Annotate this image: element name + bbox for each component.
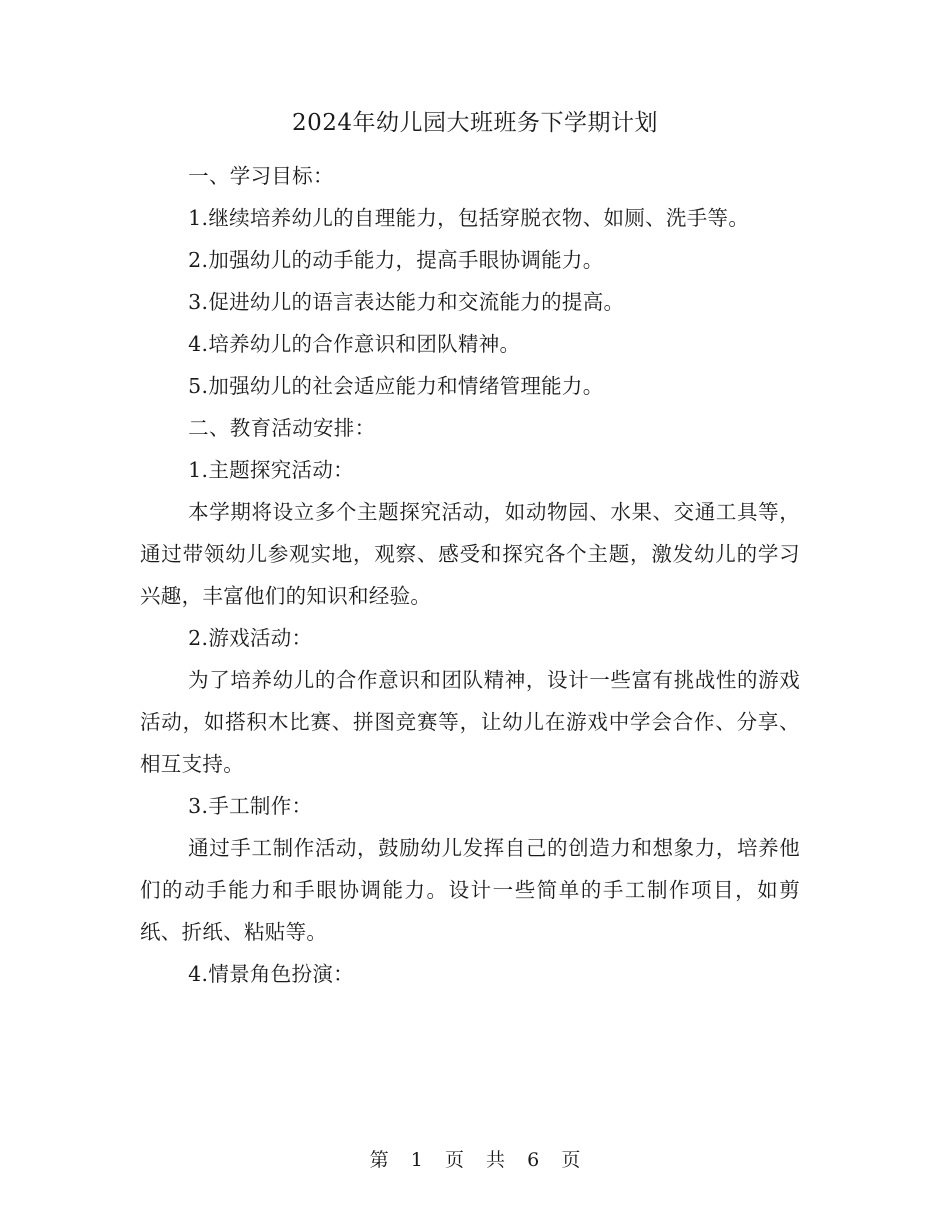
subsection-heading: 4.情景角色扮演： xyxy=(188,962,354,986)
list-item: 3.促进幼儿的语言表达能力和交流能力的提高。 xyxy=(188,290,625,314)
subsection-heading: 2.游戏活动： xyxy=(188,626,313,650)
document-title: 2024年幼儿园大班班务下学期计划 xyxy=(291,110,659,136)
list-item: 2.加强幼儿的动手能力，提高手眼协调能力。 xyxy=(188,248,604,272)
current-page-number: 1 xyxy=(410,1149,423,1171)
body-paragraph: 本学期将设立多个主题探究活动，如动物园、水果、交通工具等，通过带领幼儿参观实地，观察、感受和探究各个主题，激发幼儿的学习兴趣，丰富他们的知识和经验。 xyxy=(140,500,800,608)
body-paragraph: 通过手工制作活动，鼓励幼儿发挥自己的创造力和想象力，培养他们的动手能力和手眼协调能力。设计一些简单的手工制作项目，如剪纸、折纸、粘贴等。 xyxy=(140,836,800,944)
list-item: 4.培养幼儿的合作意识和团队精神。 xyxy=(188,332,521,356)
list-item: 5.加强幼儿的社会适应能力和情绪管理能力。 xyxy=(188,374,604,398)
body-paragraph: 为了培养幼儿的合作意识和团队精神，设计一些富有挑战性的游戏活动，如搭积木比赛、拼图竞赛等，让幼儿在游戏中学会合作、分享、相互支持。 xyxy=(140,668,800,776)
list-item: 1.继续培养幼儿的自理能力，包括穿脱衣物、如厕、洗手等。 xyxy=(188,206,750,230)
page-label-mid: 页 xyxy=(444,1149,464,1171)
subsection-heading: 3.手工制作： xyxy=(188,794,313,818)
subsection-heading: 1.主题探究活动： xyxy=(188,458,354,482)
total-label: 共 xyxy=(486,1149,506,1171)
page-label-prefix: 第 xyxy=(369,1149,389,1171)
page-footer xyxy=(0,1146,950,1174)
total-pages-number: 6 xyxy=(527,1149,540,1171)
page-label-suffix: 页 xyxy=(561,1149,581,1171)
section-heading: 一、学习目标： xyxy=(188,164,334,188)
document-body xyxy=(140,155,800,995)
section-heading: 二、教育活动安排： xyxy=(188,416,376,440)
